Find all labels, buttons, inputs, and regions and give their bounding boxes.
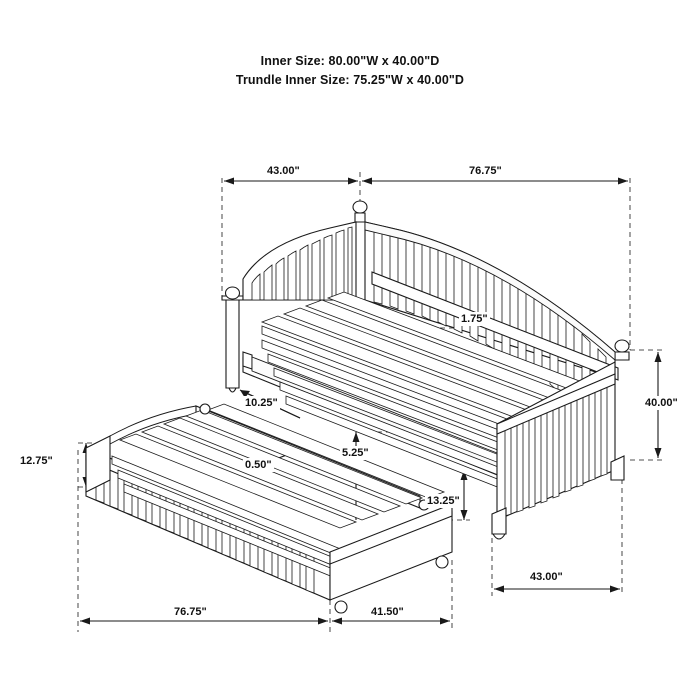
- dim-top-right-width: 76.75": [469, 165, 502, 177]
- dim-trundle-side-height: 12.75": [20, 455, 53, 467]
- dim-right-height: 40.00": [645, 397, 678, 409]
- dim-deck-height: 13.25": [427, 495, 460, 507]
- title-line-1: Inner Size: 80.00"W x 40.00"D: [260, 54, 440, 68]
- dim-slat-height: 5.25": [342, 447, 369, 459]
- dim-trundle-deck-thickness: 0.50": [245, 459, 272, 471]
- dim-bottom-mid-width: 41.50": [371, 606, 404, 618]
- title-line-2: Trundle Inner Size: 75.25"W x 40.00"D: [235, 73, 465, 87]
- dim-bottom-right-depth: 43.00": [530, 571, 563, 583]
- dim-top-left-width: 43.00": [267, 165, 300, 177]
- dim-trundle-clearance: 10.25": [245, 397, 278, 409]
- dim-rail-thickness: 1.75": [461, 313, 488, 325]
- dim-bottom-left-width: 76.75": [174, 606, 207, 618]
